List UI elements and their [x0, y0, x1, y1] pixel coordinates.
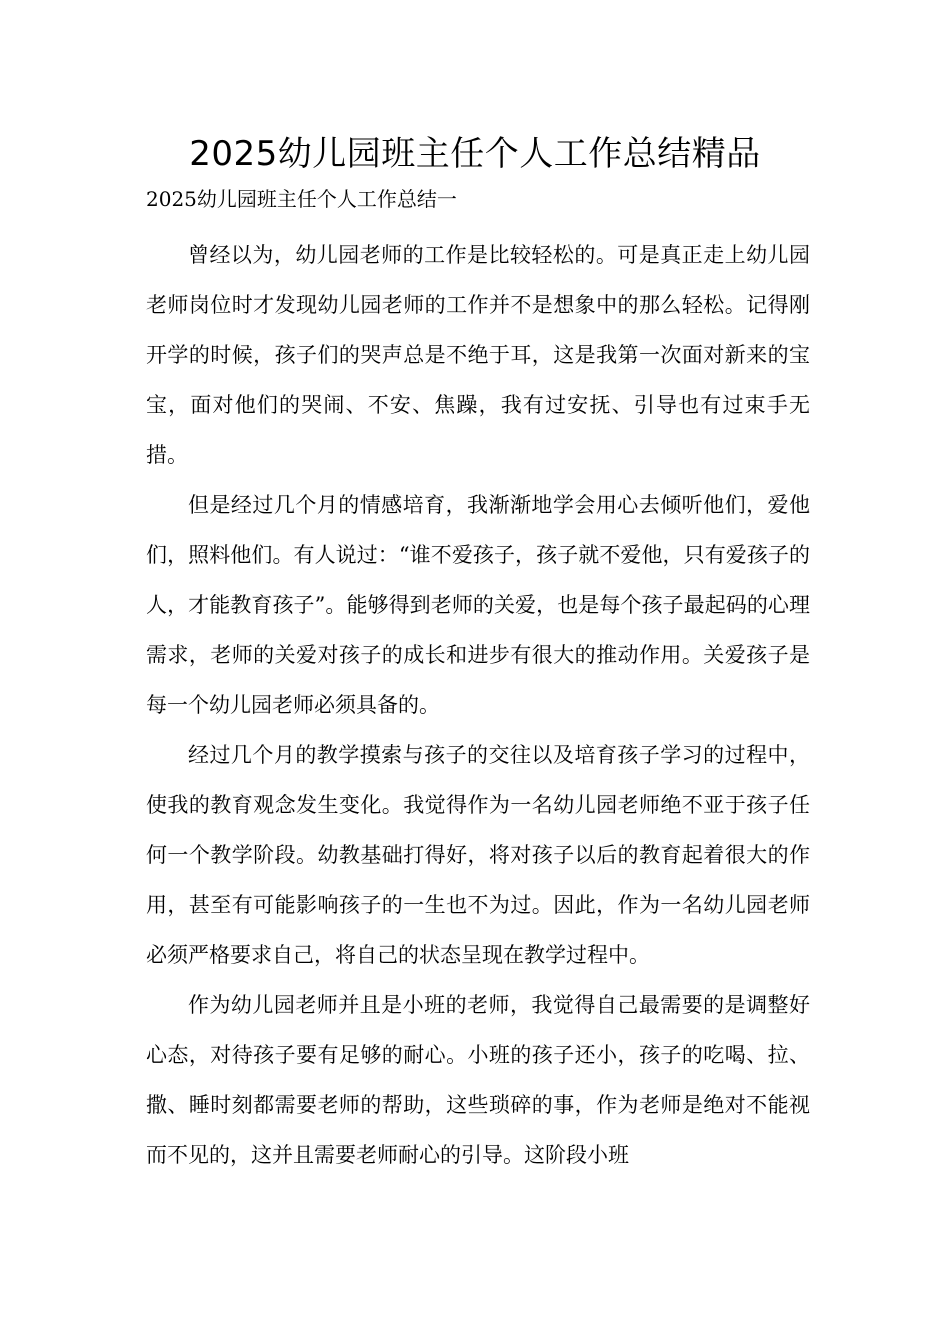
paragraph: 作为幼儿园老师并且是小班的老师，我觉得自己最需要的是调整好心态，对待孩子要有足够的耐心。小班的孩子还小，孩子的吃喝、拉、撒、睡时刻都需要老师的帮助，这些琐碎的事，作为老师是绝对不能视而不见的，这并且需要老师耐心的引导。这阶段小班 — [146, 993, 810, 1167]
document-body — [146, 230, 810, 1180]
paragraph: 曾经以为，幼儿园老师的工作是比较轻松的。可是真正走上幼儿园老师岗位时才发现幼儿园老师的工作并不是想象中的那么轻松。记得刚开学的时候，孩子们的哭声总是不绝于耳，这是我第一次面对新来的宝宝，面对他们的哭闹、不安、焦躁，我有过安抚、引导也有过束手无措。 — [146, 243, 810, 467]
paragraph: 但是经过几个月的情感培育，我渐渐地学会用心去倾听他们，爱他们，照料他们。有人说过：“谁不爱孩子，孩子就不爱他，只有爱孩子的人，才能教育孩子”。能够得到老师的关爱，也是每个孩子最起码的心理需求，老师的关爱对孩子的成长和进步有很大的推动作用。关爱孩子是每一个幼儿园老师必须具备的。 — [146, 493, 810, 717]
paragraph: 经过几个月的教学摸索与孩子的交往以及培育孩子学习的过程中，使我的教育观念发生变化。我觉得作为一名幼儿园老师绝不亚于孩子任何一个教学阶段。幼教基础打得好，将对孩子以后的教育起着很大的作用，甚至有可能影响孩子的一生也不为过。因此，作为一名幼儿园老师必须严格要求自己，将自己的状态呈现在教学过程中。 — [146, 743, 810, 967]
section-subtitle: 2025幼儿园班主任个人工作总结一 — [146, 187, 457, 211]
document-title: 2025幼儿园班主任个人工作总结精品 — [189, 134, 761, 174]
